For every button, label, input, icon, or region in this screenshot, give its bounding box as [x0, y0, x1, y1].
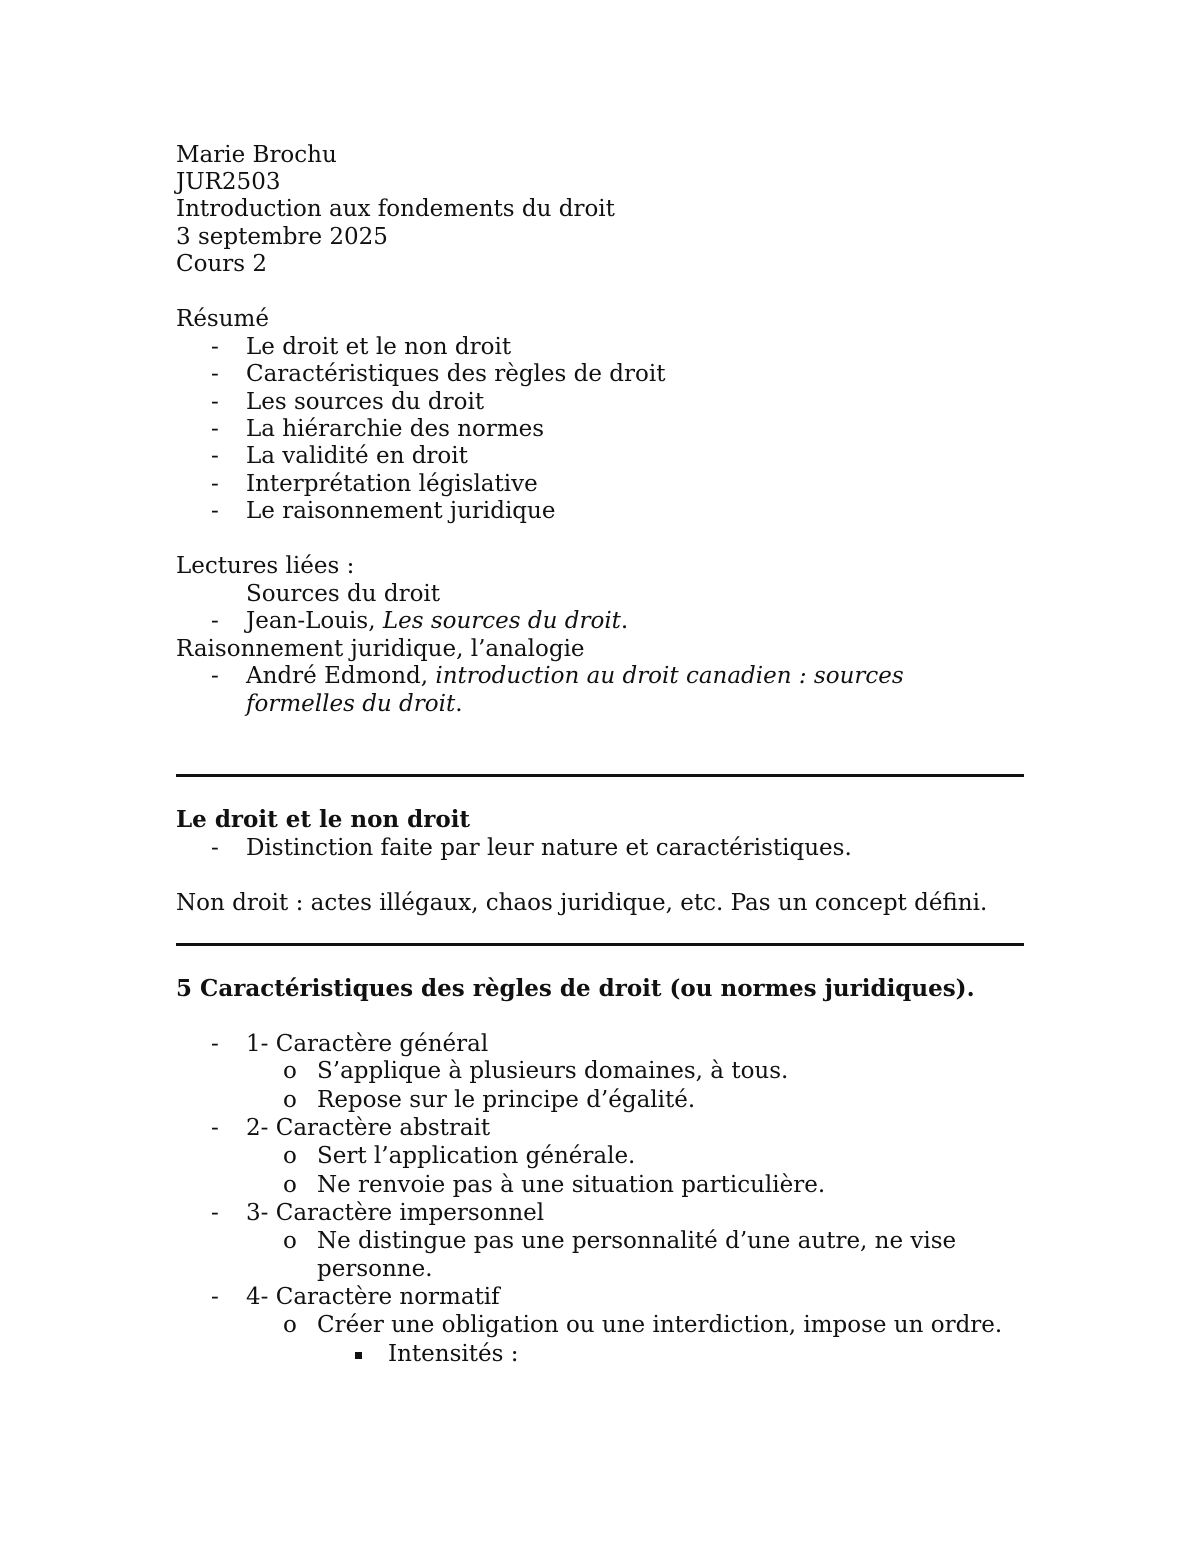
dash-marker: - — [211, 471, 219, 497]
reading-item-continued — [246, 690, 463, 718]
characteristic-detail: Sert l’application générale. — [317, 1143, 636, 1169]
square-bullet-icon — [355, 1352, 362, 1359]
section-heading: Le droit et le non droit — [176, 806, 471, 833]
resume-item: Les sources du droit — [246, 389, 485, 415]
date: 3 septembre 2025 — [176, 224, 388, 250]
reading-item — [246, 662, 904, 690]
characteristic-detail: Repose sur le principe d’égalité. — [317, 1087, 696, 1113]
section-bullet: Distinction faite par leur nature et caractéristiques. — [246, 835, 852, 861]
dash-marker: - — [211, 835, 219, 861]
reading-title: introduction au droit canadien : sources — [435, 663, 904, 689]
dash-marker: - — [211, 416, 219, 442]
section-paragraph: Non droit : actes illégaux, chaos juridique, etc. Pas un concept défini. — [176, 890, 988, 916]
resume-item: Le droit et le non droit — [246, 334, 512, 360]
resume-item: Le raisonnement juridique — [246, 498, 556, 524]
characteristic-detail: S’applique à plusieurs domaines, à tous. — [317, 1058, 789, 1084]
horizontal-rule — [176, 774, 1024, 777]
reading-title: formelles du droit — [246, 691, 456, 717]
dash-marker: - — [211, 1200, 219, 1226]
dash-marker: - — [211, 443, 219, 469]
lectures-heading: Lectures liées : — [176, 553, 355, 579]
course-title: Introduction aux fondements du droit — [176, 196, 615, 222]
circle-bullet: o — [283, 1172, 297, 1198]
circle-bullet: o — [283, 1058, 297, 1084]
circle-bullet: o — [283, 1228, 297, 1254]
resume-item: La hiérarchie des normes — [246, 416, 545, 442]
course-code: JUR2503 — [176, 169, 281, 195]
dash-marker: - — [211, 1284, 219, 1310]
characteristic-item: 3- Caractère impersonnel — [246, 1200, 545, 1226]
dash-marker: - — [211, 361, 219, 387]
characteristic-detail: Créer une obligation ou une interdiction, impose un ordre. — [317, 1312, 1003, 1338]
characteristic-detail-continued: personne. — [317, 1256, 433, 1282]
reading-author: André Edmond, — [246, 663, 436, 689]
circle-bullet: o — [283, 1087, 297, 1113]
reading-author: Jean-Louis, — [246, 608, 383, 634]
circle-bullet: o — [283, 1312, 297, 1338]
dash-marker: - — [211, 1115, 219, 1141]
reading-end: . — [455, 691, 463, 717]
reading-end: . — [620, 608, 629, 634]
session-label: Cours 2 — [176, 251, 268, 277]
resume-heading: Résumé — [176, 306, 269, 332]
characteristic-detail: Ne distingue pas une personnalité d’une autre, ne vise — [317, 1228, 957, 1254]
characteristic-subdetail: Intensités : — [388, 1341, 519, 1367]
dash-marker: - — [211, 334, 219, 360]
resume-item: La validité en droit — [246, 443, 468, 469]
author-name: Marie Brochu — [176, 142, 337, 168]
lectures-group-title: Raisonnement juridique, l’analogie — [176, 636, 585, 662]
characteristic-detail: Ne renvoie pas à une situation particulière. — [317, 1172, 826, 1198]
dash-marker: - — [211, 608, 219, 634]
circle-bullet: o — [283, 1143, 297, 1169]
characteristic-item: 2- Caractère abstrait — [246, 1115, 491, 1141]
reading-title: Les sources du droit — [382, 608, 621, 634]
dash-marker: - — [211, 663, 219, 689]
resume-item: Interprétation législative — [246, 471, 538, 497]
reading-item — [246, 607, 628, 635]
resume-item: Caractéristiques des règles de droit — [246, 361, 666, 387]
horizontal-rule — [176, 943, 1024, 946]
section-heading: 5 Caractéristiques des règles de droit (ou normes juridiques). — [176, 975, 975, 1002]
characteristic-item: 4- Caractère normatif — [246, 1284, 500, 1310]
dash-marker: - — [211, 1031, 219, 1057]
lectures-group-title: Sources du droit — [246, 581, 441, 607]
dash-marker: - — [211, 498, 219, 524]
dash-marker: - — [211, 389, 219, 415]
characteristic-item: 1- Caractère général — [246, 1031, 489, 1057]
